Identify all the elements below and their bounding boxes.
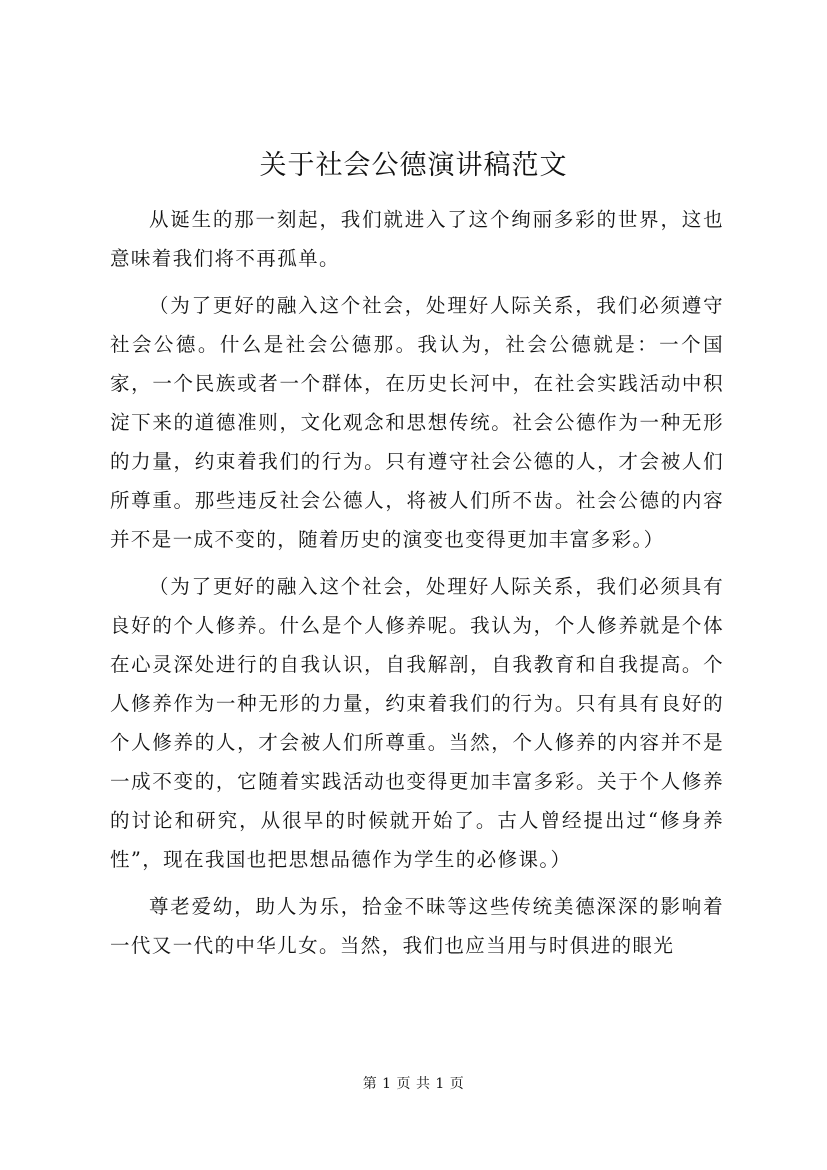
paragraph-3: （为了更好的融入这个社会，处理好人际关系，我们必须具有良好的个人修养。什么是个人修养呢。我认为，个人修养就是个体在心灵深处进行的自我认识，自我解剖，自我教育和自我提高。个人修养作为一种无形的力量，约束着我们的行为。只有具有良好的个人修养的人，才会被人们所尊重。当然，个人修养的内容并不是一成不变的，它随着实践活动也变得更加丰富多彩。关于个人修养的讨论和研究，从很早的时候就开始了。古人曾经提出过“修身养性”，现在我国也把思想品德作为学生的必修课。） [110, 575, 724, 871]
paragraph-2: （为了更好的融入这个社会，处理好人际关系，我们必须遵守社会公德。什么是社会公德那。我认为，社会公德就是：一个国家，一个民族或者一个群体，在历史长河中，在社会实践活动中积淀下来的道德准则，文化观念和思想传统。社会公德作为一种无形的力量，约束着我们的行为。只有遵守社会公德的人，才会被人们所尊重。那些违反社会公德人，将被人们所不齿。社会公德的内容并不是一成不变的，随着历史的演变也变得更加丰富多彩。） [110, 294, 724, 551]
page-footer: 第 1 页 共 1 页 [362, 1076, 465, 1092]
document-title: 关于社会公德演讲稿范文 [259, 150, 568, 181]
paragraph-4: 尊老爱幼，助人为乐，拾金不昧等这些传统美德深深的影响着一代又一代的中华儿女。当然，我们也应当用与时俱进的眼光 [110, 895, 724, 957]
document-body [110, 200, 724, 973]
paragraph-1: 从诞生的那一刻起，我们就进入了这个绚丽多彩的世界，这也意味着我们将不再孤单。 [110, 208, 724, 270]
